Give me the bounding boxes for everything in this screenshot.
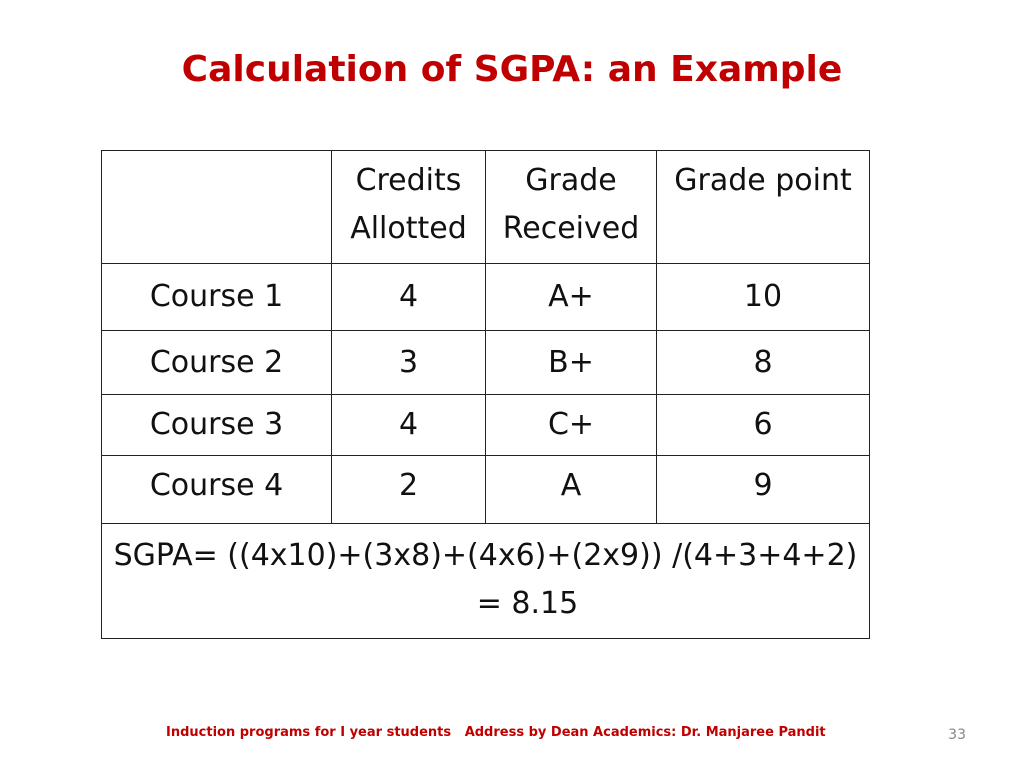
header-grade-point: Grade point [657,151,870,264]
header-credits-line2: Allotted [350,211,467,246]
credits-cell: 2 [332,456,486,524]
grade-cell: A [486,456,657,524]
sgpa-formula-cell [102,524,870,639]
grade-point-cell: 8 [657,331,870,395]
table-header-row [102,151,870,264]
grade-cell: B+ [486,331,657,395]
grade-cell: A+ [486,264,657,331]
course-name-cell: Course 2 [102,331,332,395]
table-row [102,331,870,395]
table-row [102,456,870,524]
course-name-cell: Course 1 [102,264,332,331]
grade-point-cell: 9 [657,456,870,524]
header-blank-cell [102,151,332,264]
slide-page-number: 33 [948,727,966,743]
header-credits-allotted [332,151,486,264]
credits-cell: 4 [332,264,486,331]
grade-point-cell: 6 [657,395,870,456]
header-grade-line2: Received [502,211,640,246]
table-row [102,395,870,456]
header-grade-line1: Grade [525,163,617,198]
credits-cell: 3 [332,331,486,395]
sgpa-formula-row [102,524,870,639]
sgpa-table [101,150,870,639]
grade-cell: C+ [486,395,657,456]
course-name-cell: Course 4 [102,456,332,524]
header-credits-line1: Credits [355,163,462,198]
sgpa-result: = 8.15 [476,586,579,621]
grade-point-cell: 10 [657,264,870,331]
sgpa-formula-line1: SGPA= ((4x10)+(3x8)+(4x6)+(2x9)) /(4+3+4+2) [113,538,858,573]
slide-footer: Induction programs for I year students Address by Dean Academics: Dr. Manjaree Pandit [166,725,826,740]
table-row [102,264,870,331]
credits-cell: 4 [332,395,486,456]
course-name-cell: Course 3 [102,395,332,456]
header-grade-received [486,151,657,264]
slide-title: Calculation of SGPA: an Example [181,49,843,90]
